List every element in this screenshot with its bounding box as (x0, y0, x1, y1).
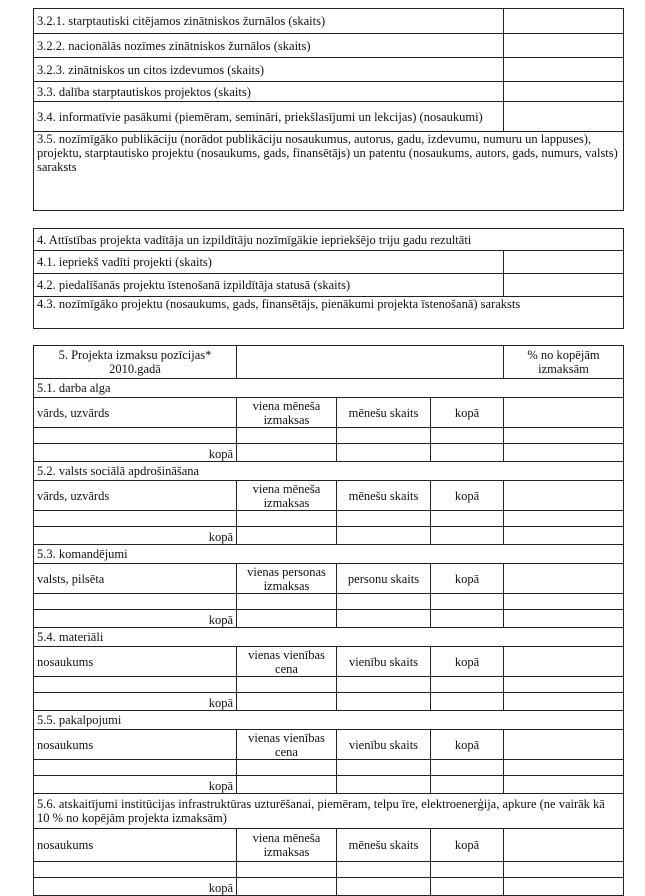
table-row (34, 511, 624, 527)
total-cell[interactable] (237, 444, 337, 462)
column-header: nosaukums (34, 829, 237, 862)
input-cell[interactable] (431, 594, 504, 610)
total-cell[interactable] (504, 444, 624, 462)
column-header: vienas vienības cena (237, 730, 337, 760)
value-cell[interactable] (504, 34, 624, 58)
column-header: vienas vienības cena (237, 647, 337, 677)
total-cell[interactable] (504, 693, 624, 711)
column-header: vienas personas izmaksas (237, 564, 337, 594)
input-cell[interactable] (237, 428, 337, 444)
table-row (34, 693, 624, 711)
total-cell[interactable] (337, 610, 431, 628)
column-header: vienību skaits (337, 647, 431, 677)
column-header: viena mēneša izmaksas (237, 398, 337, 428)
section-title: 5.2. valsts sociālā apdrošināšana (34, 462, 624, 481)
table-row (34, 760, 624, 776)
table-row (34, 428, 624, 444)
table-row (34, 444, 624, 462)
table-row (34, 58, 624, 82)
percent-cell[interactable] (504, 829, 624, 862)
table-row (34, 102, 624, 132)
total-cell[interactable] (337, 444, 431, 462)
total-cell[interactable] (431, 610, 504, 628)
list-field[interactable]: 3.5. nozīmīgāko publikāciju (norādot publikāciju nosaukumus, autorus, gadu, izdevumu, numuru un lappuses), projektu, starptautisko projektu (nosaukums, gads, finansētājs) un patentu (nosaukums, autors, gads, numurs, valsts) saraksts (34, 132, 624, 211)
column-header: vārds, uzvārds (34, 481, 237, 511)
table-row (34, 9, 624, 34)
table-row (34, 610, 624, 628)
total-cell[interactable] (237, 527, 337, 545)
header-cost-items: 5. Projekta izmaksu pozīcijas* 2010.gadā (34, 346, 237, 379)
value-cell[interactable] (504, 9, 624, 34)
total-cell[interactable] (337, 693, 431, 711)
column-header: kopā (431, 647, 504, 677)
section-title: 5.3. komandējumi (34, 545, 624, 564)
row-label: 3.4. informatīvie pasākumi (piemēram, semināri, priekšlasījumi un lekcijas) (nosaukumi) (34, 102, 504, 132)
total-cell[interactable] (237, 693, 337, 711)
total-cell[interactable] (431, 693, 504, 711)
input-cell[interactable] (504, 511, 624, 527)
table-row (34, 862, 624, 878)
input-cell[interactable] (504, 760, 624, 776)
input-cell[interactable] (337, 760, 431, 776)
publications-table (33, 8, 624, 211)
input-cell[interactable] (504, 428, 624, 444)
input-cell[interactable] (337, 862, 431, 878)
total-label: kopā (34, 776, 237, 794)
input-cell[interactable] (504, 677, 624, 693)
total-label: kopā (34, 444, 237, 462)
table-row (34, 462, 624, 481)
row-label: 4.1. iepriekš vadīti projekti (skaits) (34, 251, 504, 274)
table-row (34, 398, 624, 428)
costs-table (33, 345, 624, 896)
table-row (34, 481, 624, 511)
list-field[interactable]: 4.3. nozīmīgāko projektu (nosaukums, gads, finansētājs, pienākumi projekta īstenošanā) saraksts (34, 297, 624, 329)
column-header: personu skaits (337, 564, 431, 594)
value-cell[interactable] (504, 274, 624, 297)
column-header: vienību skaits (337, 730, 431, 760)
total-cell[interactable] (431, 776, 504, 794)
input-cell[interactable] (431, 428, 504, 444)
header-percent: % no kopējām izmaksām (504, 346, 624, 379)
input-cell[interactable] (337, 594, 431, 610)
table-row (34, 776, 624, 794)
input-cell[interactable] (34, 428, 237, 444)
table-row (34, 132, 624, 211)
input-cell[interactable] (34, 677, 237, 693)
column-header: mēnešu skaits (337, 829, 431, 862)
table-row (34, 545, 624, 564)
table-row (34, 730, 624, 760)
table-row (34, 677, 624, 693)
input-cell[interactable] (504, 594, 624, 610)
table-row (34, 711, 624, 730)
row-label: 4.2. piedalīšanās projektu īstenošanā izpildītāja statusā (skaits) (34, 274, 504, 297)
total-cell[interactable] (237, 610, 337, 628)
table-row (34, 594, 624, 610)
input-cell[interactable] (237, 677, 337, 693)
percent-cell[interactable] (504, 564, 624, 594)
input-cell[interactable] (34, 760, 237, 776)
row-label: 3.2.1. starptautiski citējamos zinātniskos žurnālos (skaits) (34, 9, 504, 34)
total-cell[interactable] (337, 527, 431, 545)
table-row (34, 647, 624, 677)
table-row (34, 527, 624, 545)
percent-cell[interactable] (504, 730, 624, 760)
input-cell[interactable] (237, 760, 337, 776)
value-cell[interactable] (504, 82, 624, 102)
table-row (34, 628, 624, 647)
table-row (34, 229, 624, 251)
results-table (33, 228, 624, 329)
input-cell[interactable] (431, 760, 504, 776)
total-label: kopā (34, 527, 237, 545)
section-title: 5.4. materiāli (34, 628, 624, 647)
table-row (34, 794, 624, 829)
total-label: kopā (34, 878, 237, 896)
input-cell[interactable] (237, 511, 337, 527)
column-header: nosaukums (34, 730, 237, 760)
total-cell[interactable] (237, 776, 337, 794)
total-cell[interactable] (504, 776, 624, 794)
value-cell[interactable] (504, 251, 624, 274)
row-label: 3.2.3. zinātniskos un citos izdevumos (skaits) (34, 58, 504, 82)
column-header: vārds, uzvārds (34, 398, 237, 428)
section-title: 5.5. pakalpojumi (34, 711, 624, 730)
table-row (34, 274, 624, 297)
input-cell[interactable] (431, 862, 504, 878)
value-cell[interactable] (504, 102, 624, 132)
total-cell[interactable] (504, 610, 624, 628)
percent-cell[interactable] (504, 647, 624, 677)
value-cell[interactable] (504, 58, 624, 82)
input-cell[interactable] (34, 862, 237, 878)
header-blank (237, 346, 504, 379)
table-row (34, 379, 624, 398)
total-cell[interactable] (431, 444, 504, 462)
column-header: viena mēneša izmaksas (237, 829, 337, 862)
input-cell[interactable] (34, 594, 237, 610)
column-header: kopā (431, 829, 504, 862)
column-header: kopā (431, 564, 504, 594)
row-label: 3.2.2. nacionālās nozīmes zinātniskos žurnālos (skaits) (34, 34, 504, 58)
input-cell[interactable] (337, 511, 431, 527)
table-row (34, 297, 624, 329)
input-cell[interactable] (431, 511, 504, 527)
total-label: kopā (34, 610, 237, 628)
column-header: kopā (431, 398, 504, 428)
input-cell[interactable] (431, 677, 504, 693)
percent-cell[interactable] (504, 481, 624, 511)
section-title: 5.6. atskaitījumi institūcijas infrastruktūras uzturēšanai, piemēram, telpu īre, elektroenerģija, apkure (ne vairāk kā 10 % no kopējām projekta izmaksām) (34, 794, 624, 829)
input-cell[interactable] (337, 677, 431, 693)
table-row (34, 346, 624, 379)
table-row (34, 829, 624, 862)
table-row (34, 82, 624, 102)
column-header: nosaukums (34, 647, 237, 677)
section-title: 5.1. darba alga (34, 379, 624, 398)
column-header: kopā (431, 481, 504, 511)
input-cell[interactable] (34, 511, 237, 527)
column-header: kopā (431, 730, 504, 760)
table-row (34, 34, 624, 58)
input-cell[interactable] (337, 428, 431, 444)
total-cell[interactable] (337, 776, 431, 794)
table-row (34, 251, 624, 274)
column-header: mēnešu skaits (337, 398, 431, 428)
total-label: kopā (34, 693, 237, 711)
input-cell[interactable] (237, 594, 337, 610)
table-row (34, 564, 624, 594)
section-title: 4. Attīstības projekta vadītāja un izpildītāju nozīmīgākie iepriekšējo triju gadu rezultāti (34, 229, 624, 251)
column-header: mēnešu skaits (337, 481, 431, 511)
total-cell[interactable] (431, 527, 504, 545)
column-header: viena mēneša izmaksas (237, 481, 337, 511)
input-cell[interactable] (504, 862, 624, 878)
column-header: valsts, pilsēta (34, 564, 237, 594)
total-cell[interactable] (504, 527, 624, 545)
percent-cell[interactable] (504, 398, 624, 428)
input-cell[interactable] (237, 862, 337, 878)
row-label: 3.3. dalība starptautiskos projektos (skaits) (34, 82, 504, 102)
